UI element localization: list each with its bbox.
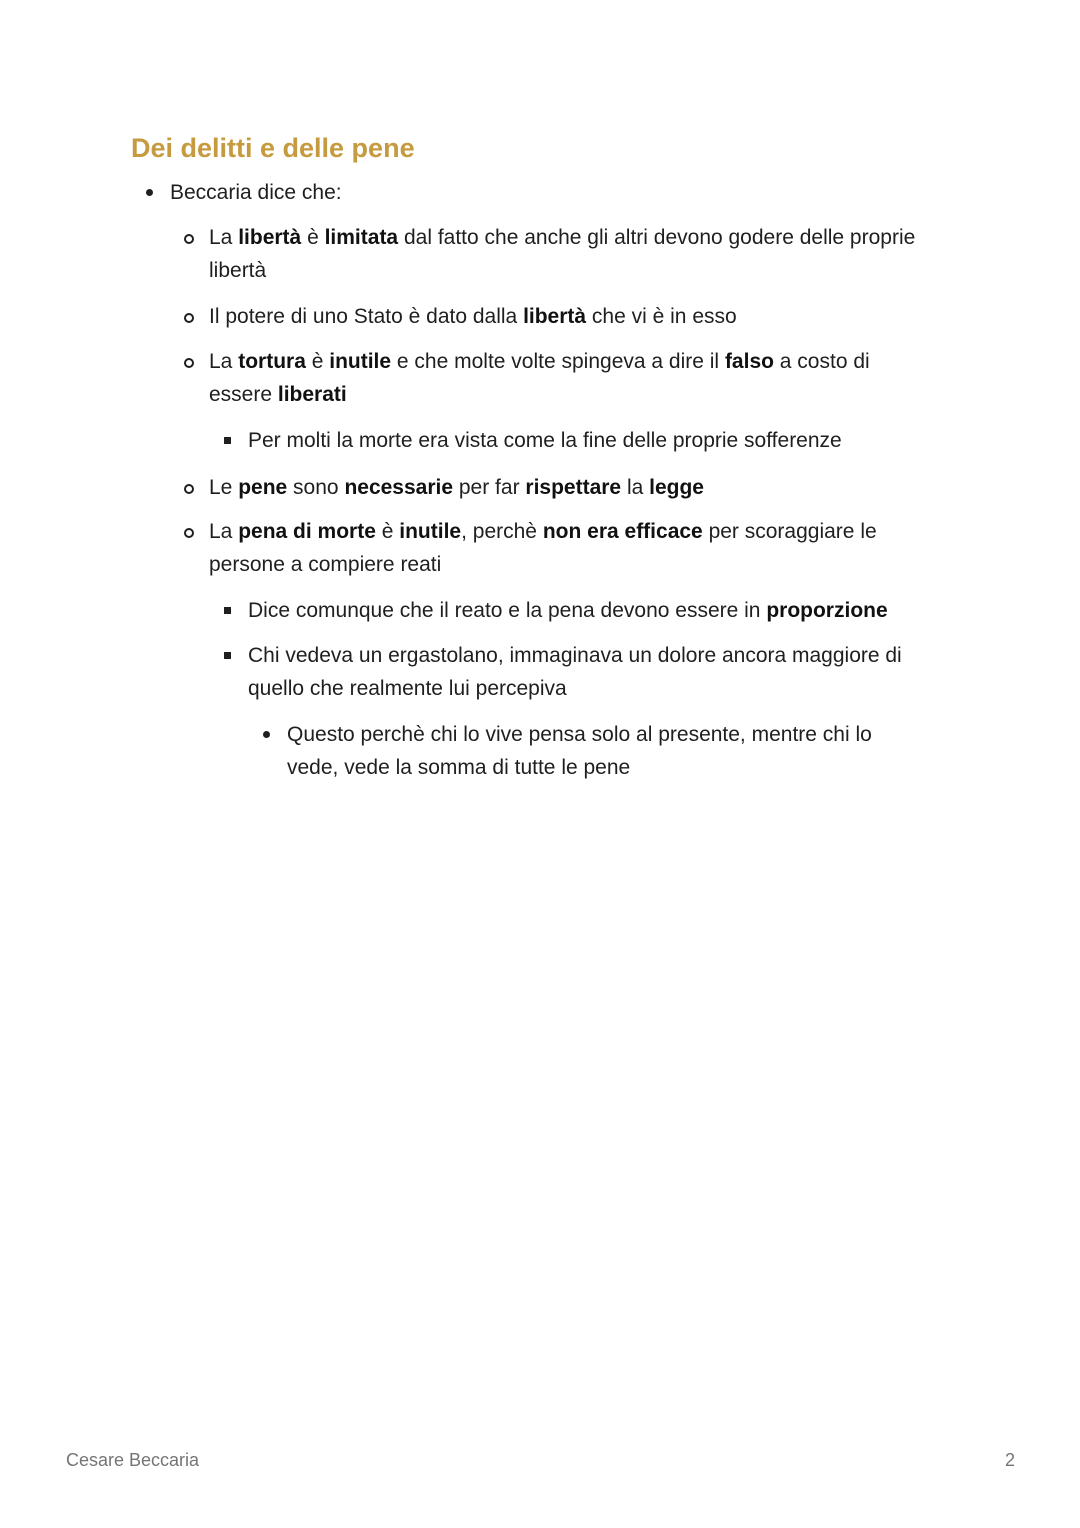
text: Beccaria dice che: <box>170 181 342 204</box>
bold-text: rispettare <box>525 476 622 499</box>
bold-text: libertà <box>238 226 302 249</box>
text: Dice comunque che il reato e la pena devono essere in <box>248 599 767 622</box>
list-item <box>209 221 949 287</box>
bullet-circle-icon <box>184 358 194 368</box>
list-item <box>287 718 917 784</box>
bold-text: legge <box>649 476 704 499</box>
list-item <box>209 300 949 333</box>
text: La <box>209 350 239 373</box>
text: è <box>375 520 400 543</box>
section-heading: Dei delitti e delle pene <box>131 133 415 163</box>
bold-text: inutile <box>329 350 392 373</box>
text: Per molti la morte era vista come la fine delle proprie sofferenze <box>248 429 842 452</box>
text: per scoraggiare le persone a compiere reati <box>209 520 877 576</box>
text: la <box>621 476 650 499</box>
list-item <box>170 176 970 209</box>
text: Il potere di uno Stato è dato dalla <box>209 305 524 328</box>
footer-title: Cesare Beccaria <box>66 1450 200 1470</box>
bullet-circle-icon <box>184 484 194 494</box>
text: Chi vedeva un ergastolano, immaginava un dolore ancora maggiore di quello che realmente lui percepiva <box>248 644 902 700</box>
text: , perchè <box>461 520 543 543</box>
bullet-square-icon <box>224 607 231 614</box>
bold-text: inutile <box>399 520 462 543</box>
bold-text: limitata <box>324 226 399 249</box>
list-item <box>209 515 909 581</box>
bold-text: libertà <box>523 305 587 328</box>
text: per far <box>453 476 526 499</box>
bold-text: pena di morte <box>238 520 376 543</box>
text: che vi è in esso <box>586 305 737 328</box>
bullet-disc-icon <box>146 189 153 196</box>
bold-text: pene <box>238 476 288 499</box>
text: dal fatto che anche gli altri devono godere delle proprie libertà <box>209 226 916 282</box>
bullet-square-icon <box>224 437 231 444</box>
bullet-square-icon <box>224 652 231 659</box>
text: Questo perchè chi lo vive pensa solo al presente, mentre chi lo vede, vede la somma di tutte le pene <box>287 723 872 779</box>
bullet-circle-icon <box>184 528 194 538</box>
bullet-circle-icon <box>184 234 194 244</box>
bold-text: tortura <box>238 350 306 373</box>
bold-text: necessarie <box>344 476 454 499</box>
text: Le <box>209 476 239 499</box>
list-item <box>209 345 909 411</box>
text: e che molte volte spingeva a dire il <box>391 350 725 373</box>
list-item <box>248 424 948 457</box>
text: La <box>209 226 239 249</box>
list-item <box>209 471 949 504</box>
text: La <box>209 520 239 543</box>
bold-text: non era efficace <box>542 520 703 543</box>
bold-text: falso <box>724 350 774 373</box>
text: a costo di essere <box>209 350 870 406</box>
text: è <box>305 350 330 373</box>
bold-text: liberati <box>277 383 347 406</box>
text: è <box>301 226 325 249</box>
list-item <box>248 594 948 627</box>
bold-text: proporzione <box>766 599 888 622</box>
bullet-disc-icon <box>263 731 270 738</box>
list-item <box>248 639 938 705</box>
bullet-circle-icon <box>184 313 194 323</box>
text: sono <box>287 476 345 499</box>
page-number: 2 <box>1004 1450 1015 1470</box>
